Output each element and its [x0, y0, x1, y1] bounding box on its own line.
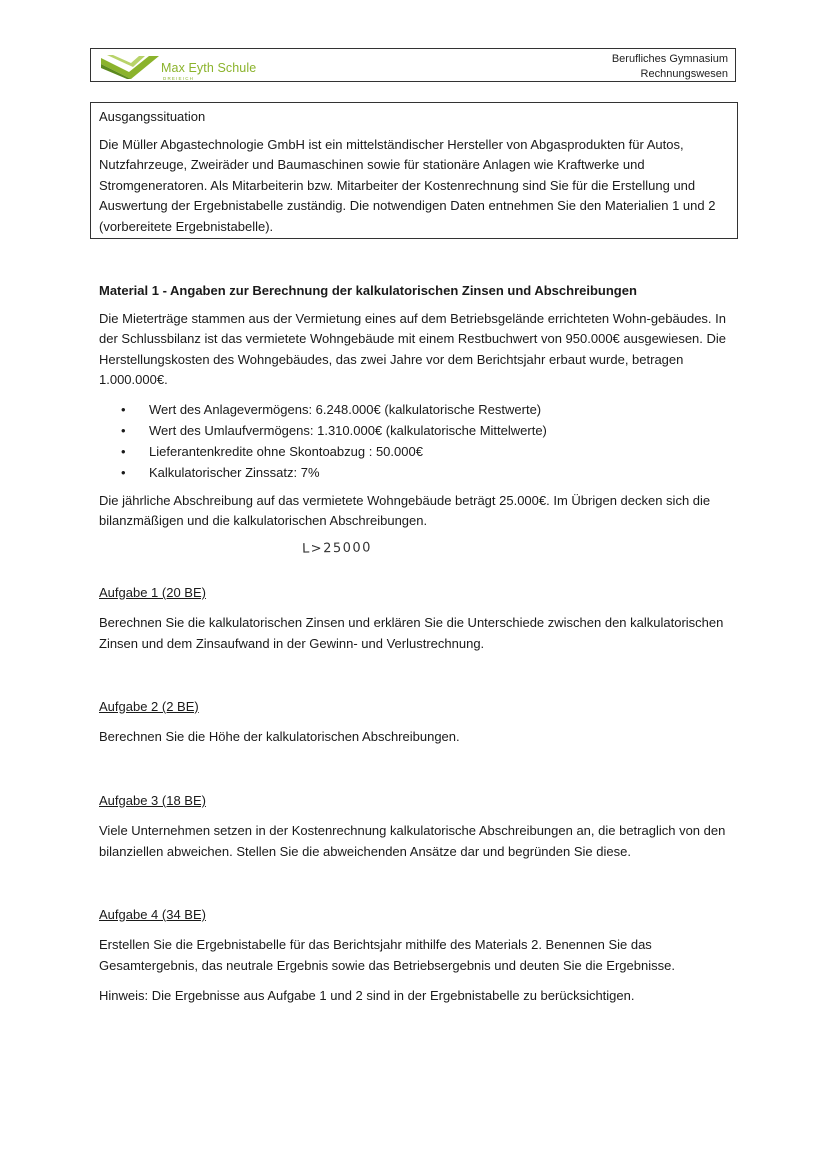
- situation-box: [90, 102, 738, 239]
- material1-list: [99, 399, 729, 483]
- task-3: [99, 790, 729, 862]
- task-1: [99, 582, 729, 654]
- list-item: • Lieferantenkredite ohne Skontoabzug : 50.000€: [149, 441, 729, 462]
- material1-title: Material 1 - Angaben zur Berechnung der kalkulatorischen Zinsen und Abschreibungen: [99, 283, 637, 298]
- list-item: • Wert des Anlagevermögens: 6.248.000€ (kalkulatorische Restwerte): [149, 399, 729, 420]
- material1-section: [99, 281, 729, 532]
- list-item: • Wert des Umlaufvermögens: 1.310.000€ (kalkulatorische Mittelwerte): [149, 420, 729, 441]
- subject-name: Rechnungswesen: [640, 68, 728, 80]
- school-logo: [99, 52, 269, 80]
- header-info: [612, 52, 728, 82]
- task-text: Berechnen Sie die Höhe der kalkulatorischen Abschreibungen.: [99, 729, 460, 744]
- task-text: Erstellen Sie die Ergebnistabelle für das Berichtsjahr mithilfe des Materials 2. Benennen Sie das Gesamtergebnis, das neutrale Ergebnis sowie das Betriebsergebnis und deuten Sie die Ergebnisse.: [99, 937, 675, 973]
- logo-subtext: DREIEICH: [163, 76, 195, 81]
- task-heading: Aufgabe 3 (18 BE): [99, 793, 206, 808]
- task-text: Berechnen Sie die kalkulatorischen Zinsen und erklären Sie die Unterschiede zwischen den kalkulatorischen Zinsen und dem Zinsaufwand in der Gewinn- und Verlustrechnung.: [99, 615, 724, 651]
- handwritten-note: L>25000: [301, 540, 373, 557]
- situation-title: Ausgangssituation: [99, 109, 206, 124]
- page-header: [90, 48, 736, 82]
- list-item: • Kalkulatorischer Zinssatz: 7%: [149, 462, 729, 483]
- material1-intro: Die Mieterträge stammen aus der Vermietung eines auf dem Betriebsgelände errichteten Wohn-gebäudes. In der Schlussbilanz ist das vermietete Wohngebäude mit einem Restbuchwert von 950.000€ ausgewiesen. Die Herstellungskosten des Wohngebäudes, das zwei Jahre vor dem Berichtsjahr erbaut wurde, betragen 1.000.000€.: [99, 310, 727, 387]
- school-type: Berufliches Gymnasium: [611, 53, 728, 65]
- situation-text: Die Müller Abgastechnologie GmbH ist ein mittelständischer Hersteller von Abgasprodukten für Autos, Nutzfahrzeuge, Zweiräder und Baumaschinen sowie für stationäre Anlagen wie Kraftwerke und Stromgeneratoren. Als Mitarbeiterin bzw. Mitarbeiter der Kostenrechnung sind Sie für die Erstellung und Auswertung der Ergebnistabelle zuständig. Die notwendigen Daten entnehmen Sie den Materialien 1 und 2 (vorbereitete Ergebnistabelle).: [99, 136, 716, 234]
- material1-closing: Die jährliche Abschreibung auf das vermietete Wohngebäude beträgt 25.000€. Im Übrigen decken sich die bilanzmäßigen und die kalkulatorischen Abschreibungen.: [99, 492, 711, 528]
- task-hint: Hinweis: Die Ergebnisse aus Aufgabe 1 und 2 sind in der Ergebnistabelle zu berücksichtigen.: [99, 988, 635, 1003]
- task-heading: Aufgabe 4 (34 BE): [99, 907, 206, 922]
- logo-text: Max Eyth Schule: [161, 61, 257, 75]
- task-heading: Aufgabe 1 (20 BE): [99, 585, 206, 600]
- task-4: [99, 904, 729, 1006]
- task-text: Viele Unternehmen setzen in der Kostenrechnung kalkulatorische Abschreibungen an, die betraglich von den bilanziellen abweichen. Stellen Sie die abweichenden Ansätze dar und begründen Sie diese.: [99, 823, 726, 859]
- logo-mark-icon: [99, 52, 159, 80]
- task-2: [99, 696, 729, 747]
- task-heading: Aufgabe 2 (2 BE): [99, 699, 199, 714]
